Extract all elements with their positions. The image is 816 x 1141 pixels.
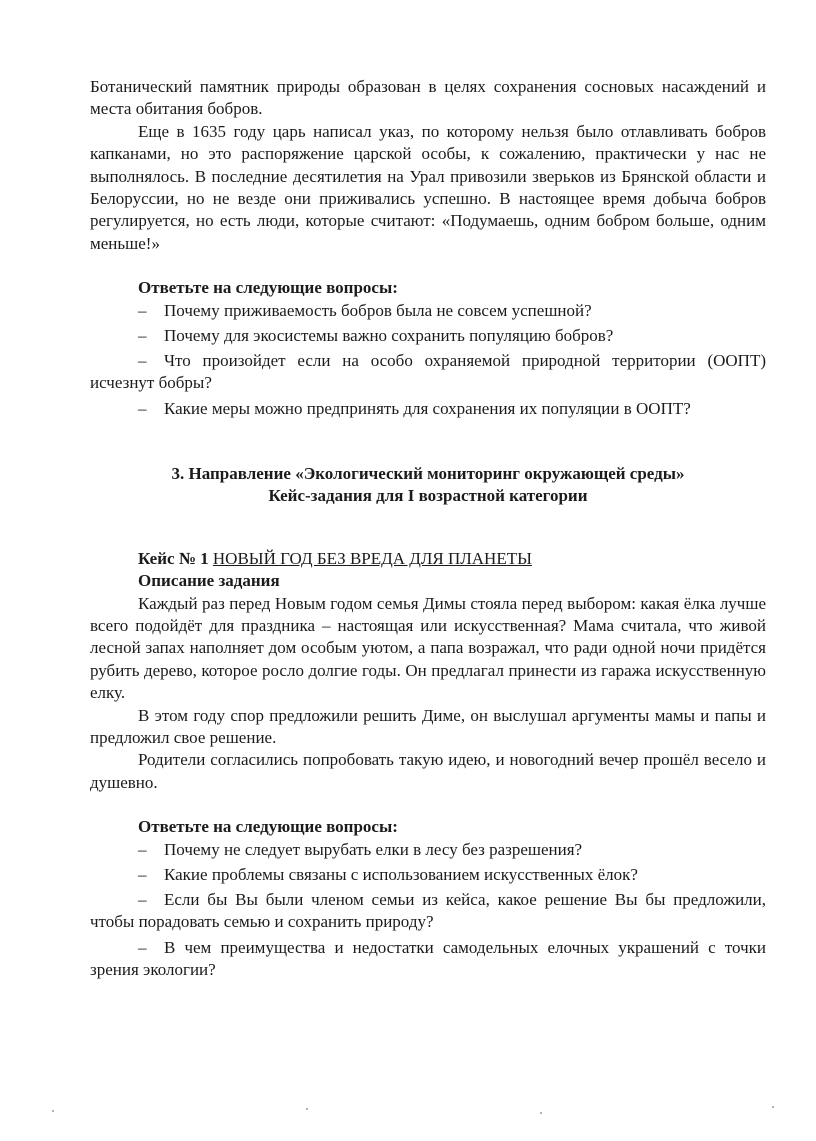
scan-speck [52, 1110, 54, 1112]
scan-speck [540, 1112, 542, 1114]
question-item: – Почему не следует вырубать елки в лесу без разрешения? [138, 839, 583, 859]
intro-paragraph: Ботанический памятник природы образован в целях сохранения сосновых насаждений и места обитания бобров. [90, 77, 766, 119]
question-item: – Какие проблемы связаны с использованием искусственных ёлок? [138, 864, 638, 884]
case-title [138, 548, 766, 570]
scan-speck [306, 1108, 308, 1110]
question-item: – Если бы Вы были членом семьи из кейса, какое решение Вы бы предложили, чтобы порадовать семью и сохранить природу? [90, 889, 766, 932]
questions-heading-1: Ответьте на следующие вопросы: [138, 278, 398, 298]
questions-list-2 [90, 839, 766, 982]
questions-list-1 [90, 300, 766, 420]
case-paragraph-1: Каждый раз перед Новым годом семья Димы стояла перед выбором: какая ёлка лучше всего подойдёт для праздника – настоящая или искусственная? Мама считала, что живой лесной запах наполняет дом особым уютом, а папа возражал, что ради одной ночи придётся рубить дерево, которое росло долгие годы. Он предлагал принести из гаража искусственную елку. [90, 593, 766, 703]
scan-speck [772, 1106, 774, 1108]
question-item: – В чем преимущества и недостатки самодельных елочных украшений с точки зрения экологии? [90, 937, 766, 979]
question-item: – Какие меры можно предпринять для сохранения их популяции в ООПТ? [138, 398, 691, 418]
question-item: – Что произойдет если на особо охраняемой природной территории (ООПТ) исчезнут бобры? [90, 351, 766, 393]
case-name: НОВЫЙ ГОД БЕЗ ВРЕДА ДЛЯ ПЛАНЕТЫ [212, 548, 532, 568]
case-label: Кейс № 1 [138, 548, 209, 568]
case-paragraph-3: Родители согласились попробовать такую идею, и новогодний вечер прошёл весело и душевно. [90, 750, 766, 792]
history-paragraph: Еще в 1635 году царь написал указ, по которому нельзя было отлавливать бобров капканами, но это распоряжение царской особы, к сожалению, практически у нас не выполнялось. В последние десятилетия на Урал привозили зверьков из Брянской области и Белоруссии, но не везде они приживались успешно. В настоящее время добыча бобров регулируется, но есть люди, которые считают: «Подумаешь, одним бобром больше, одним меньше!» [90, 121, 766, 253]
question-item: – Почему для экосистемы важно сохранить популяцию бобров? [138, 325, 614, 345]
questions-heading-2: Ответьте на следующие вопросы: [138, 817, 398, 837]
case-paragraph-2: В этом году спор предложили решить Диме, он выслушал аргументы мамы и папы и предложил свое решение. [90, 705, 766, 747]
section-subtitle: Кейс-задания для I возрастной категории [268, 486, 588, 506]
description-heading: Описание задания [138, 571, 280, 591]
document-page [90, 76, 766, 984]
question-item: – Почему приживаемость бобров была не совсем успешной? [138, 300, 592, 320]
section-title: 3. Направление «Экологический мониторинг окружающей среды» [171, 463, 685, 483]
